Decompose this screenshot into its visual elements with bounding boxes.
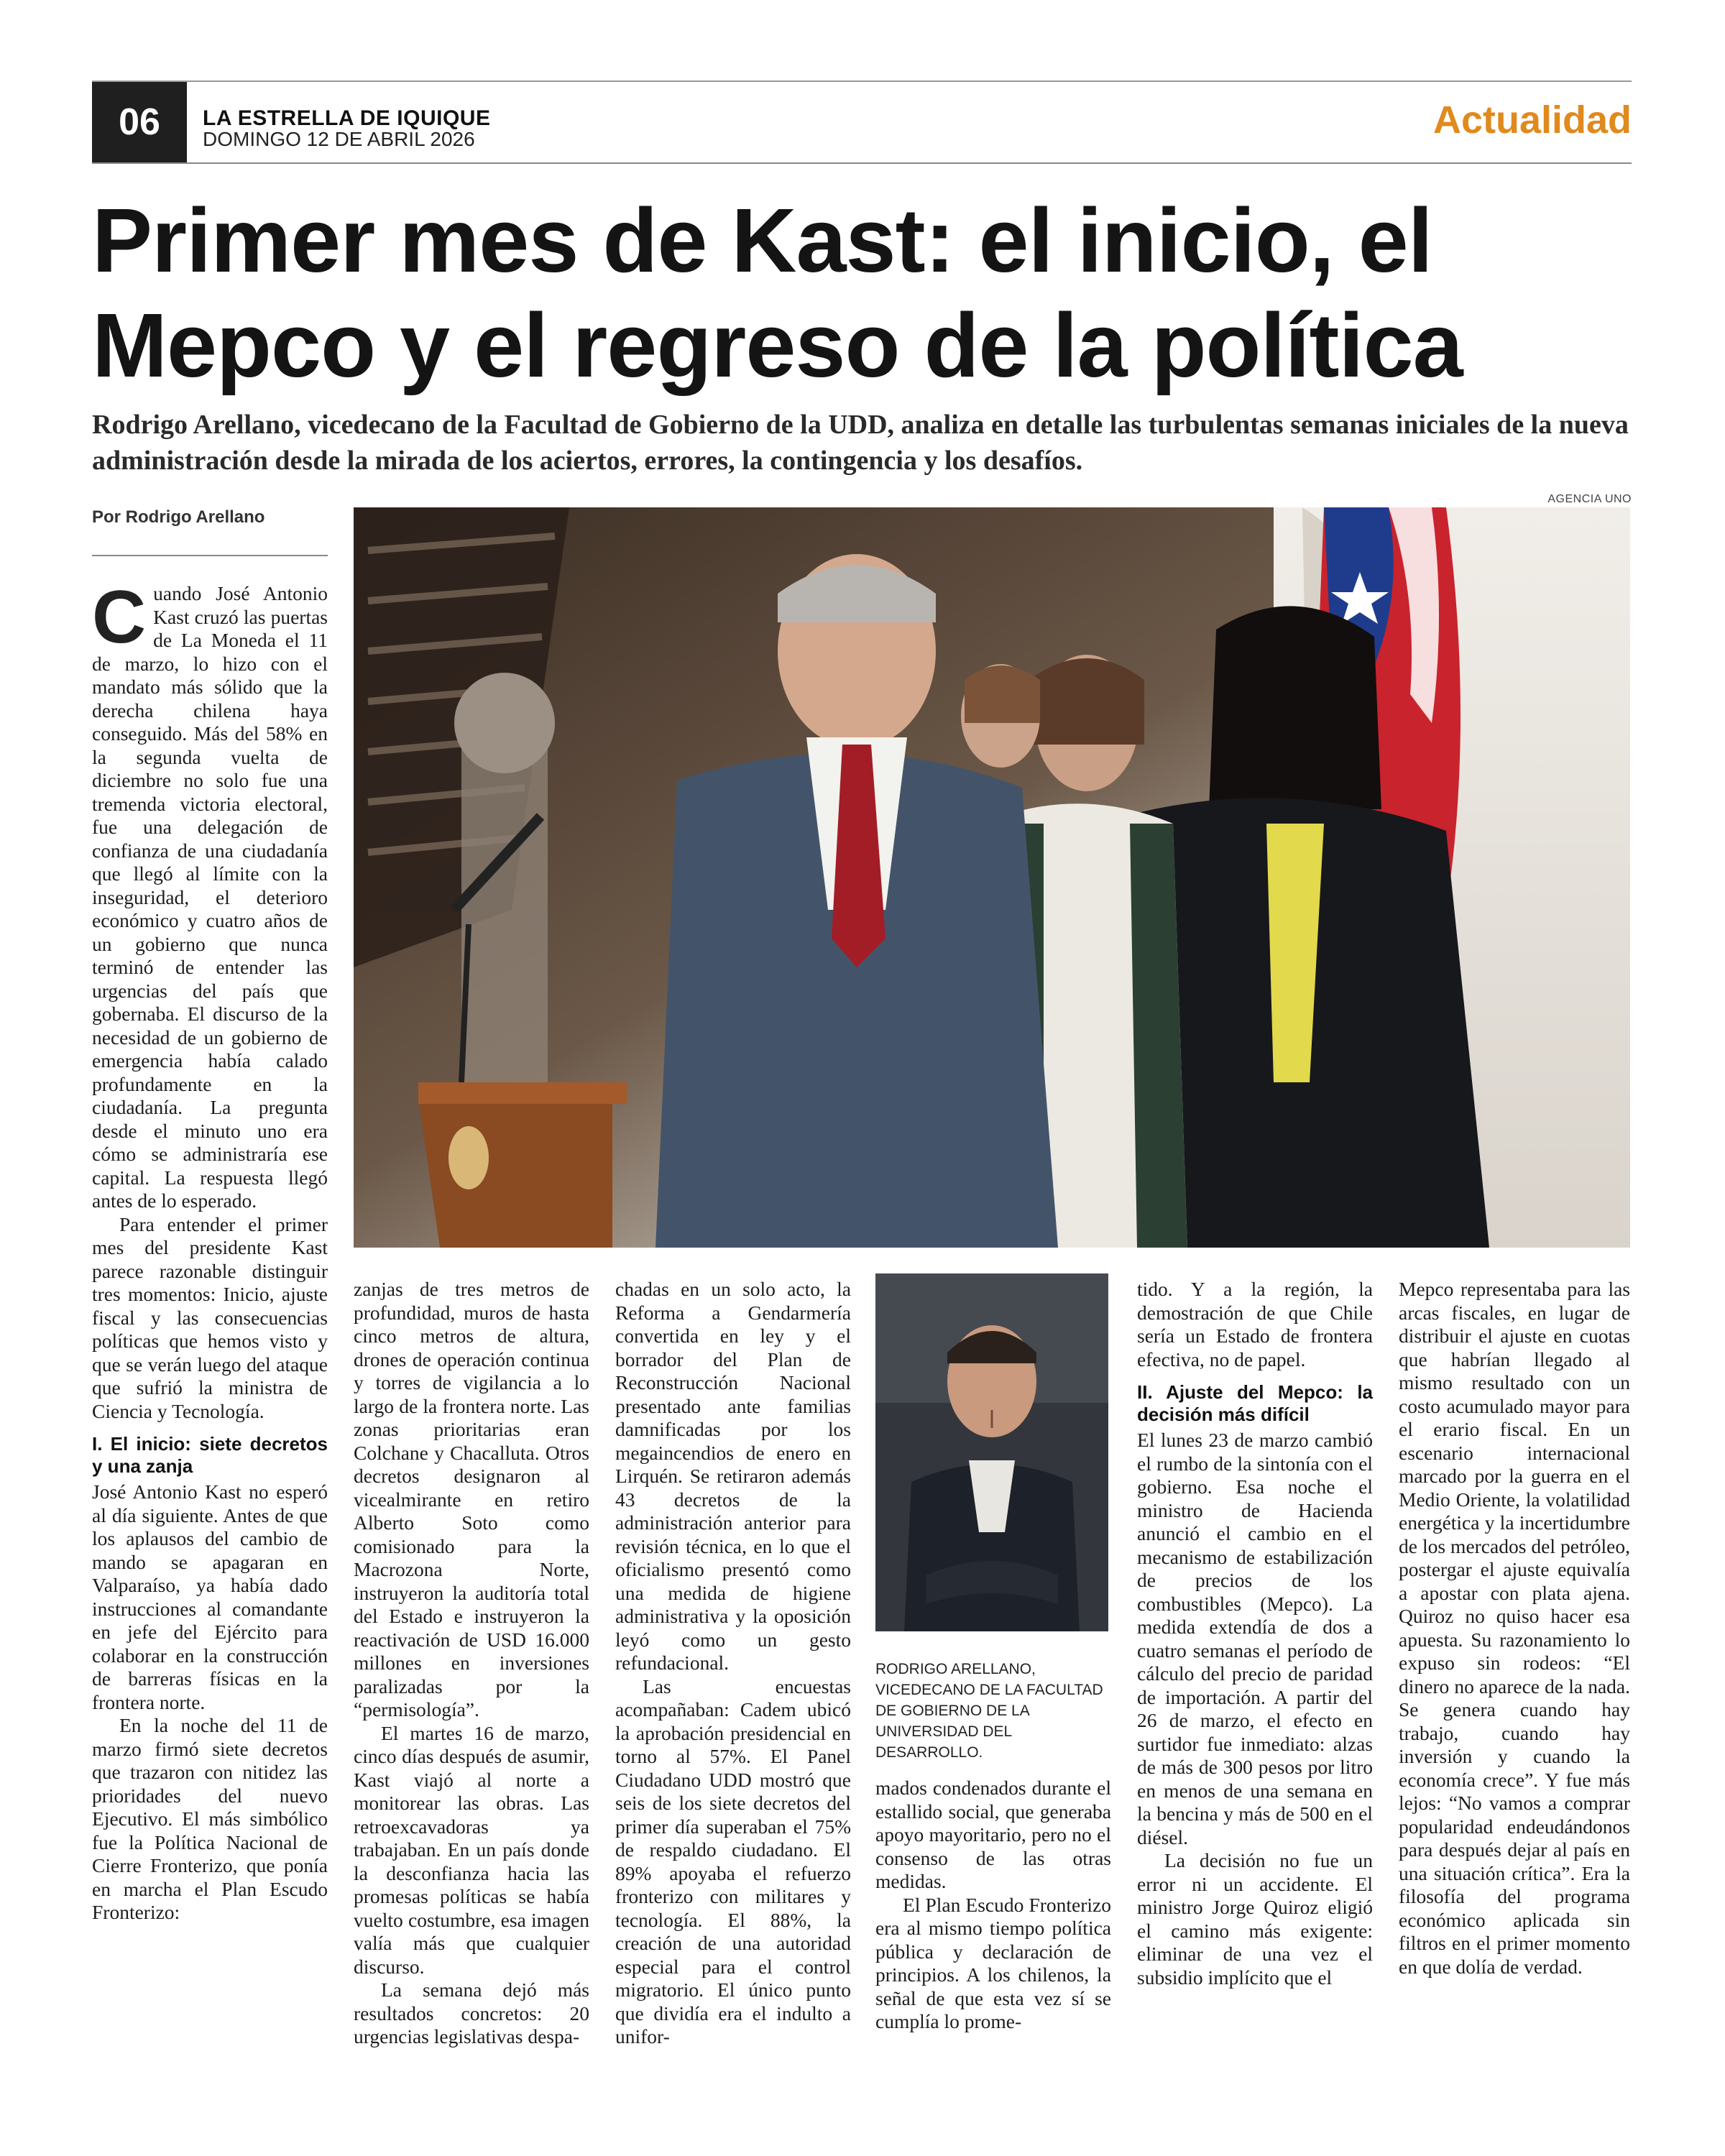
column-3 [615,1278,851,2049]
paragraph: El martes 16 de marzo, cinco días después de asumir, Kast viajó al norte a monitorear las obras. Las retroexcavadoras ya trabajaban. En un país donde la desconfianza hacia las promesas políticas se había vuelto costumbre, esa imagen valía más que cualquier discurso. [354,1721,589,1978]
paragraph: José Antonio Kast no esperó al día siguiente. Antes de que los aplausos del cambio de mando se apagaran en Valparaíso, ya había dado instrucciones al comandante en jefe del Ejército para colaborar en la construcción de barreras físicas en la frontera norte. [92,1480,328,1713]
paragraph: El Plan Escudo Fronterizo era al mismo tiempo política pública y declaración de principios. A los chilenos, la señal de que esta vez sí se cumplía lo prome- [875,1893,1111,2032]
newspaper-name: LA ESTRELLA DE IQUIQUE [203,106,491,130]
subheading-mepco: II. Ajuste del Mepco: la decisión más difícil [1137,1381,1373,1425]
page-number: 06 [92,82,187,162]
paragraph: El lunes 23 de marzo cambió el rumbo de la sintonía con el gobierno. Esa noche el ministro de Hacienda anunció el cambio en el mecanismo de estabilización de precios de los combustibles (Mepco). La medida extendía de dos a cuatro semanas el período de cálculo del precio de paridad de importación. A partir del 26 de marzo, el efecto en surtidor fue inmediato: alzas de más de 300 pesos por litro en menos de una semana en la bencina y más de 500 en el diésel. [1137,1429,1373,1848]
top-rule [92,80,1632,82]
dropcap: C [92,576,147,659]
column-6 [1399,1278,1630,1978]
column-4 [875,1777,1111,2034]
headline: Primer mes de Kast: el inicio, el Mepco y el regreso de la política [92,190,1463,396]
column-5 [1137,1278,1373,1989]
portrait-photo [875,1273,1108,1631]
column-2 [354,1278,589,2049]
subheading-inicio: I. El inicio: siete decretos y una zanja [92,1433,328,1477]
issue-date: DOMINGO 12 DE ABRIL 2026 [203,128,475,150]
paragraph: tido. Y a la región, la demostración de que Chile sería un Estado de frontera efectiva, no de papel. [1137,1278,1373,1370]
dek: Rodrigo Arellano, vicedecano de la Facultad de Gobierno de la UDD, analiza en detalle las turbulentas semanas iniciales de la nueva administración desde la mirada de los aciertos, errores, la contingencia y los desafíos. [92,410,1629,476]
woman-back [961,664,1040,768]
paragraph: La decisión no fue un error ni un accidente. El ministro Jorge Quiroz eligió el camino más exigente: eliminar de una vez el subsidio implícito que el [1137,1849,1373,1989]
lead-paragraph [92,576,328,1213]
column-1 [92,576,328,1925]
paragraph: La semana dejó más resultados concretos: 20 urgencias legislativas despa- [354,1978,589,2047]
header-rule [92,162,1632,164]
paragraph: En la noche del 11 de marzo firmó siete decretos que trazaron con nitidez las prioridades del nuevo Ejecutivo. El más simbólico fue la Política Nacional de Cierre Fronterizo, que ponía en marcha el Plan Escudo Fronterizo: [92,1714,328,1923]
paragraph: chadas en un solo acto, la Reforma a Gendarmería convertida en ley y el borrador del Plan de Reconstrucción Nacional presentado ante familias damnificadas por los megaincendios de enero en Lirquén. Se retiraron además 43 decretos de la administración anterior para revisión técnica, en lo que el oficialismo presentó como una medida de higiene administrativa y la oposición leyó como un gesto refundacional. [615,1278,851,1674]
paragraph: Mepco representaba para las arcas fiscales, en lugar de distribuir el ajuste en cuotas que habrían llegado al mismo resultado con un costo acumulado mayor para el erario fiscal. En un escenario internacional marcado por la guerra en el Medio Oriente, la volatilidad energética y la incertidumbre de los mercados del petróleo, postergar el ajuste equivalía a apostar con plata ajena. Quiroz no quiso hacer esa apuesta. Su razonamiento lo expuso sin rodeos: “El dinero no aparece de la nada. Se genera cuando hay trabajo, cuando hay inversión y cuando la economía crece”. Y fue más lejos: “No vamos a comprar popularidad endeudándonos para después dejar al país en una situación crítica”. Era la filosofía del programa económico aplicada sin filtros en el primer momento en que dolía de verdad. [1399,1278,1630,1978]
paragraph: mados condenados durante el estallido social, que generaba apoyo mayoritario, pero no el consenso de las otras medidas. [875,1777,1111,1892]
byline: Por Rodrigo Arellano [92,507,265,527]
paragraph: Las encuestas acompañaban: Cadem ubicó la aprobación presidencial en torno al 57%. El Panel Ciudadano UDD mostró que seis de los siete decretos del primer día superaban el 75% de respaldo ciudadano. El 89% apoyaba el refuerzo fronterizo con militares y tecnología. El 88%, la creación de una autoridad especial para el control migratorio. El único punto que dividía era el indulto a unifor- [615,1674,851,2047]
lead-text: uando José Antonio Kast cruzó las puertas de La Moneda el 11 de marzo, lo hizo con el mandato más sólido que la derecha chilena haya conseguido. Más del 58% en la segunda vuelta de diciembre no solo fue una tremenda victoria electoral, fue una delegación de confianza de una ciudadanía que llegó al límite con la inseguridad, el deterioro económico y cuatro años de un gobierno que nunca terminó de entender las urgencias del país que gobernaba. El discurso de la necesidad de un gobierno de emergencia había calado profundamente en la ciudadanía. La pregunta desde el minuto uno era cómo se administraría ese capital. La respuesta llegó antes de lo esperado. [92,582,328,1212]
portrait-caption: RODRIGO ARELLANO, VICEDECANO DE LA FACULTAD DE GOBIERNO DE LA UNIVERSIDAD DEL DESARROLLO. [875,1661,1103,1761]
byline-rule [92,555,328,556]
main-photo [354,507,1630,1248]
section-label: Actualidad [1432,98,1632,142]
photo-credit: AGENCIA UNO [1547,493,1632,505]
paragraph: zanjas de tres metros de profundidad, muros de hasta cinco metros de altura, drones de operación continua y torres de vigilancia a lo largo de la frontera norte. Las zonas prioritarias eran Colchane y Chacalluta. Otros decretos designaron al vicealmirante en retiro Alberto Soto como comisionado para la Macrozona Norte, instruyeron la auditoría total del Estado e instruyeron la reactivación de USD 16.000 millones en inversiones paralizadas por la “permisología”. [354,1278,589,1720]
paragraph: Para entender el primer mes del presidente Kast parece razonable distinguir tres momentos: Inicio, ajuste fiscal y las consecuencias políticas que hemos visto y que se verán luego del ataque que sufrió la ministra de Ciencia y Tecnología. [92,1212,328,1422]
